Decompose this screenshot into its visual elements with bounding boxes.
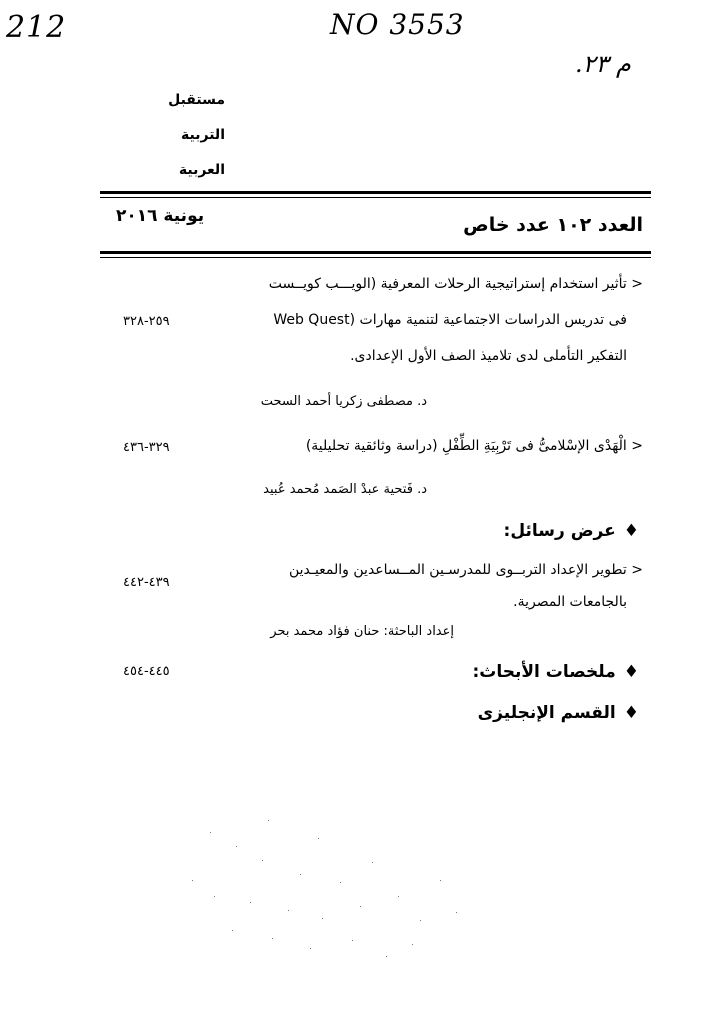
issue-date: يونية ٢٠١٦ xyxy=(116,206,205,226)
section-english-heading xyxy=(478,703,639,723)
section-theses-heading xyxy=(504,521,639,541)
article-2-author: د. فَتحية عبدْ الصَمد مُحمد عُبيد xyxy=(263,482,427,497)
article-1-line-3: التفكير التأملى لدى تلاميذ الصف الأول الإعدادى. xyxy=(350,348,627,364)
header-rule-bottom-thick xyxy=(100,251,651,254)
thesis-line-1: < تطوير الإعداد التربــوى للمدرسـين المــساعدين والمعيـدين xyxy=(288,562,643,578)
article-1-pages: ٢٥٩-٣٢٨ xyxy=(123,314,170,329)
article-2-pages: ٣٢٩-٤٣٦ xyxy=(123,440,170,455)
bullet-diamond-icon: ♦ xyxy=(623,703,639,723)
header-rule-top-thick xyxy=(100,191,651,194)
handwritten-reference: NO 3553 xyxy=(330,8,465,41)
article-2-line-1: < الْهَدْى الإسْلامىُّ فى تَرْبِيَةِ الطِّفْلِ (دراسة وثائقية تحليلية) xyxy=(305,438,643,454)
header-rule-bottom-thin xyxy=(100,257,651,258)
article-1-line-1: < تأثير استخدام إستراتيجية الرحلات المعرفية (الويـــب كويــست xyxy=(268,276,643,292)
issue-title: العدد ١٠٢ عدد خاص xyxy=(463,214,643,236)
section-abstracts-label: ملخصات الأبحاث: xyxy=(472,662,616,682)
bullet-diamond-icon: ♦ xyxy=(623,521,639,541)
thesis-author: إعداد الباحثة: حنان فؤاد محمد بحر xyxy=(270,624,454,639)
thesis-pages: ٤٣٩-٤٤٢ xyxy=(123,575,170,590)
article-1-line-2: Web Quest) فى تدريس الدراسات الاجتماعية لتنمية مهارات xyxy=(273,312,627,328)
journal-name-line-3: العربية xyxy=(178,162,225,178)
abstracts-pages: ٤٤٥-٤٥٤ xyxy=(123,664,170,679)
thesis-line-2: بالجامعات المصرية. xyxy=(513,594,627,610)
section-english-label: القسم الإنجليزى xyxy=(477,703,616,723)
article-1-author: د. مصطفى زكريا أحمد السحت xyxy=(260,394,427,409)
header-rule-top-thin xyxy=(100,197,651,198)
section-abstracts-heading xyxy=(473,662,640,682)
journal-name-line-2: التربية xyxy=(181,127,225,143)
handwritten-page-number: 212 xyxy=(6,10,67,45)
handwritten-class-mark: م ٢٣. xyxy=(575,50,631,78)
journal-name-line-1: مستقبل xyxy=(168,92,225,108)
section-theses-label: عرض رسائل: xyxy=(503,521,616,541)
bullet-diamond-icon: ♦ xyxy=(623,662,639,682)
